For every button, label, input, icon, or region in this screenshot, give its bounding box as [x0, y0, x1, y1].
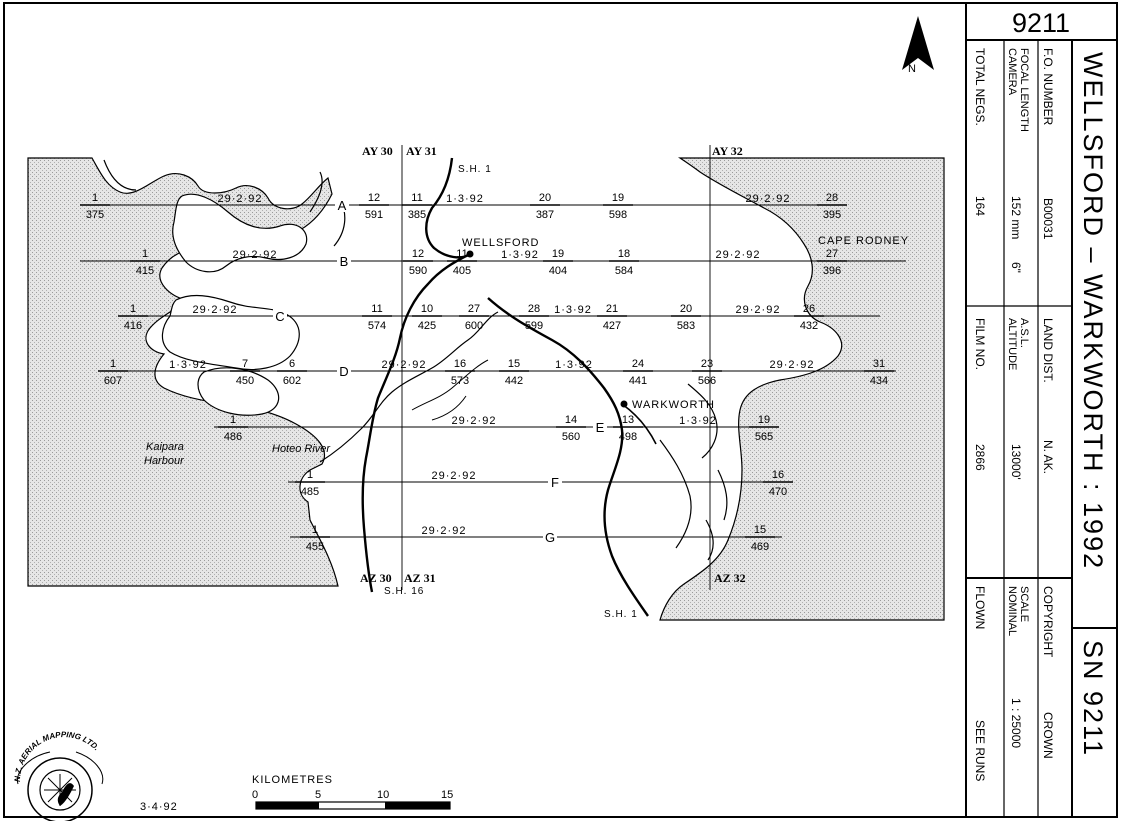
- run-letter-g: G: [544, 530, 556, 545]
- run-photo-number: 590: [408, 265, 428, 277]
- north-arrow-icon: [902, 16, 918, 70]
- scale-tick-5: 5: [315, 789, 322, 801]
- run-date-label: 29·2·92: [745, 193, 791, 205]
- run-photo-number: 469: [750, 541, 770, 553]
- label-kaipara: Kaipara: [146, 441, 184, 453]
- label-sh16: S.H. 16: [384, 586, 425, 597]
- total-negs-label: TOTAL NEGS.: [973, 48, 987, 126]
- run-frame-number: 12: [367, 192, 381, 204]
- run-photo-number: 591: [364, 209, 384, 221]
- run-letter-d: D: [339, 364, 349, 379]
- run-date-label: 29·2·92: [431, 470, 477, 482]
- run-photo-number: 565: [754, 431, 774, 443]
- sheet-title: WELLSFORD – WARKWORTH : 1992: [1078, 52, 1108, 571]
- run-photo-number: 498: [618, 431, 638, 443]
- run-frame-number: 11: [411, 192, 423, 204]
- run-date-label: 29·2·92: [381, 359, 427, 371]
- run-letter-c: C: [275, 309, 285, 324]
- run-photo-number: 602: [282, 375, 302, 387]
- run-frame-number: 13: [621, 414, 635, 426]
- label-cape-rodney: CAPE RODNEY: [818, 235, 910, 247]
- run-frame-number: 16: [771, 469, 785, 481]
- run-frame-number: 1: [229, 414, 237, 426]
- scale-bar-title: KILOMETRES: [252, 774, 333, 786]
- run-photo-number: 416: [123, 320, 143, 332]
- run-photo-number: 607: [103, 375, 123, 387]
- run-photo-number: 584: [614, 265, 634, 277]
- run-frame-number: 27: [467, 303, 481, 315]
- run-photo-number: 485: [300, 486, 320, 498]
- run-photo-number: 404: [548, 265, 568, 277]
- run-letter-a: A: [337, 198, 347, 213]
- scale-tick-15: 15: [441, 789, 454, 801]
- altitude-asl-label: A.S.L.: [1018, 318, 1030, 348]
- run-frame-number: 28: [527, 303, 541, 315]
- run-photo-number: 442: [504, 375, 524, 387]
- run-photo-number: 375: [85, 209, 105, 221]
- run-frame-number: 21: [605, 303, 619, 315]
- run-date-label: 1·3·92: [169, 359, 207, 371]
- run-frame-number: 19: [611, 192, 625, 204]
- north-arrow: [902, 16, 934, 75]
- run-frame-number: 11: [456, 248, 468, 260]
- run-photo-number: 441: [628, 375, 648, 387]
- run-frame-number: 15: [507, 358, 521, 370]
- run-frame-number: 19: [757, 414, 771, 426]
- altitude-label: ALTITUDE: [1006, 318, 1018, 371]
- run-frame-number: 12: [411, 248, 425, 260]
- grid-label-ay30: AY 30: [362, 144, 393, 158]
- map-area: [28, 158, 944, 620]
- hoteo-river: [320, 312, 498, 462]
- run-date-label: 1·3·92: [555, 359, 593, 371]
- run-frame-number: 7: [241, 358, 249, 370]
- run-frame-number: 1: [109, 358, 117, 370]
- scale-value: 1 : 25000: [1009, 698, 1023, 749]
- sea-east: [660, 158, 944, 620]
- scale-label-2: SCALE: [1018, 586, 1030, 623]
- run-date-label: 29·2·92: [217, 193, 263, 205]
- run-frame-number: 28: [825, 192, 839, 204]
- run-frame-number: 26: [802, 303, 816, 315]
- label-hoteo-river: Hoteo River: [272, 443, 331, 455]
- run-frame-number: 1: [311, 524, 319, 536]
- run-date-label: 29·2·92: [769, 359, 815, 371]
- run-frame-number: 24: [631, 358, 645, 370]
- land-dist-label: LAND DIST.: [1041, 318, 1055, 383]
- film-no-value: 2866: [973, 444, 987, 471]
- label-wellsford: WELLSFORD: [462, 237, 540, 249]
- run-photo-number: 434: [869, 375, 889, 387]
- run-date-label: 29·2·92: [192, 304, 238, 316]
- fo-number-value: B00031: [1041, 198, 1055, 240]
- run-date-label: 29·2·92: [232, 249, 278, 261]
- run-frame-number: 23: [700, 358, 714, 370]
- run-date-label: 29·2·92: [421, 525, 467, 537]
- state-highway-1-south: [488, 298, 648, 616]
- run-frame-number: 20: [538, 192, 552, 204]
- grid-label-az31: AZ 31: [404, 571, 436, 585]
- run-frame-number: 1: [91, 192, 99, 204]
- run-photo-number: 470: [768, 486, 788, 498]
- focal-length-label: FOCAL LENGTH: [1018, 48, 1030, 132]
- run-date-label: 29·2·92: [735, 304, 781, 316]
- fo-number-label: F.O. NUMBER: [1041, 48, 1055, 126]
- run-photo-number: 395: [822, 209, 842, 221]
- run-frame-number: 1: [306, 469, 314, 481]
- run-photo-number: 573: [450, 375, 470, 387]
- run-frame-number: 16: [453, 358, 467, 370]
- label-sh1-north: S.H. 1: [458, 164, 492, 175]
- run-photo-number: 600: [464, 320, 484, 332]
- run-letter-f: F: [551, 475, 559, 490]
- run-frame-number: 18: [617, 248, 631, 260]
- scale-label: NOMINAL: [1006, 586, 1018, 637]
- run-frame-number: 15: [753, 524, 767, 536]
- grid-label-ay32: AY 32: [712, 144, 743, 158]
- run-photo-number: 450: [235, 375, 255, 387]
- company-logo: [13, 730, 106, 821]
- run-frame-number: 19: [551, 248, 565, 260]
- run-frame-number: 1: [141, 248, 149, 260]
- scale-tick-10: 10: [377, 789, 390, 801]
- land-dist-value: N. AK.: [1041, 440, 1055, 475]
- run-photo-number: 427: [602, 320, 622, 332]
- sheet-number: 9211: [1011, 8, 1071, 38]
- run-frame-number: 27: [825, 248, 839, 260]
- copyright-label: COPYRIGHT: [1041, 586, 1055, 658]
- run-frame-number: 6: [288, 358, 296, 370]
- run-photo-number: 599: [524, 320, 544, 332]
- run-letter-b: B: [339, 254, 349, 269]
- flown-label: FLOWN: [973, 586, 987, 630]
- scale-tick-0: 0: [252, 789, 259, 801]
- logo-text: N.Z. AERIAL MAPPING LTD.: [12, 730, 102, 783]
- run-date-label: 1·3·92: [501, 249, 539, 261]
- focal-length-inches: 6": [1009, 262, 1023, 273]
- grid-label-ay31: AY 31: [406, 144, 437, 158]
- grid-label-az30: AZ 30: [360, 571, 392, 585]
- altitude-value: 13000': [1009, 444, 1023, 480]
- run-photo-number: 387: [535, 209, 555, 221]
- run-date-label: 1·3·92: [446, 193, 484, 205]
- label-harbour: Harbour: [144, 455, 184, 467]
- scale-bar: [252, 774, 453, 809]
- label-sh1-south: S.H. 1: [604, 609, 638, 620]
- run-photo-number: 566: [697, 375, 717, 387]
- camera-label: CAMERA: [1006, 48, 1018, 96]
- run-date-label: 29·2·92: [451, 415, 497, 427]
- run-photo-number: 385: [407, 209, 427, 221]
- run-photo-number: 405: [452, 265, 472, 277]
- run-frame-number: 14: [564, 414, 578, 426]
- film-no-label: FILM NO.: [973, 318, 987, 371]
- sheet-sn: SN 9211: [1078, 640, 1108, 758]
- run-photo-number: 598: [608, 209, 628, 221]
- run-frame-number: 20: [679, 303, 693, 315]
- run-frame-number: 1: [129, 303, 137, 315]
- run-photo-number: 415: [135, 265, 155, 277]
- run-photo-number: 486: [223, 431, 243, 443]
- run-frame-number: 31: [872, 358, 886, 370]
- run-date-label: 1·3·92: [679, 415, 717, 427]
- run-photo-number: 455: [305, 541, 325, 553]
- label-warkworth: WARKWORTH: [632, 399, 715, 411]
- run-photo-number: 560: [561, 431, 581, 443]
- run-photo-number: 425: [417, 320, 437, 332]
- run-date-label: 1·3·92: [554, 304, 592, 316]
- run-photo-number: 583: [676, 320, 696, 332]
- north-label: N: [908, 63, 916, 75]
- total-negs-value: 164: [973, 196, 987, 217]
- copyright-value: CROWN: [1041, 712, 1055, 759]
- run-letter-e: E: [595, 420, 605, 435]
- run-photo-number: 574: [367, 320, 387, 332]
- flown-value: SEE RUNS: [973, 720, 987, 782]
- run-frame-number: 10: [420, 303, 434, 315]
- focal-length-value: 152 mm: [1009, 196, 1023, 240]
- run-frame-number: 11: [371, 303, 383, 315]
- run-date-label: 29·2·92: [715, 249, 761, 261]
- run-photo-number: 396: [822, 265, 842, 277]
- print-date: 3·4·92: [140, 801, 178, 813]
- warkworth-marker: [621, 401, 628, 408]
- run-photo-number: 432: [799, 320, 819, 332]
- grid-label-az32: AZ 32: [714, 571, 746, 585]
